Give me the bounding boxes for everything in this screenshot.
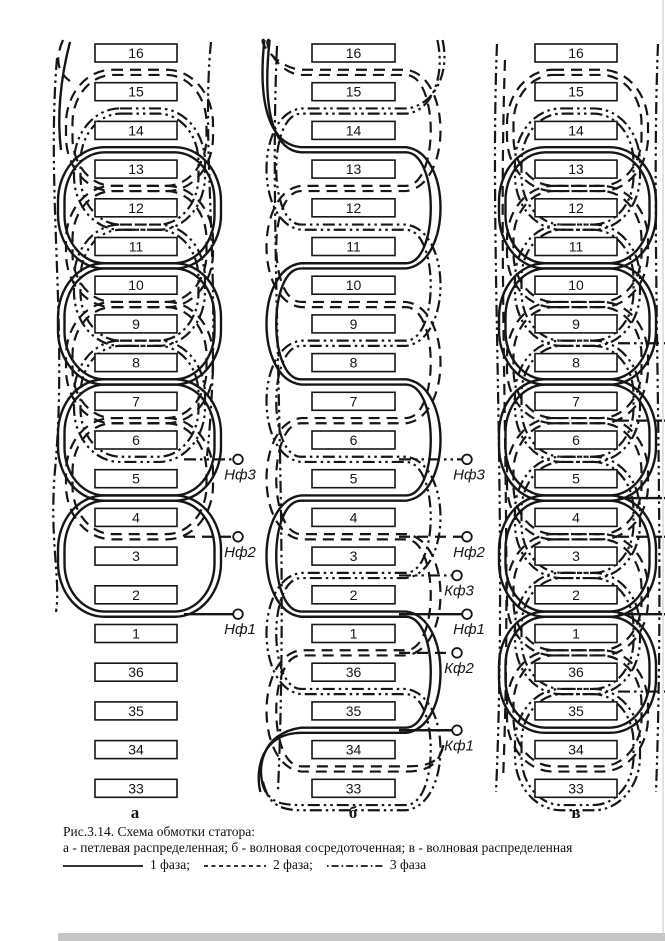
page-edge-bottom <box>58 933 665 941</box>
terminal-circle <box>452 571 462 581</box>
slot-number: 12 <box>128 199 144 216</box>
slot-number: 1 <box>572 625 580 642</box>
terminal-label: Нф2 <box>224 543 256 561</box>
terminal-circle <box>452 648 462 658</box>
slot-number: 9 <box>132 315 140 332</box>
legend-label-phase3: 3 фаза <box>389 857 427 872</box>
slot-number: 12 <box>568 199 584 216</box>
slot-number: 16 <box>568 45 584 61</box>
slot-number: 12 <box>345 199 362 216</box>
slot-number: 7 <box>132 393 140 410</box>
column-label-a: а <box>130 803 140 820</box>
slot-number: 7 <box>349 393 358 410</box>
slot-number: 9 <box>572 315 580 332</box>
legend-sample-phase2 <box>204 857 266 873</box>
slot-number: 16 <box>128 45 144 61</box>
slot-number: 34 <box>568 741 584 758</box>
slot-number: 13 <box>345 161 362 178</box>
slot-number: 13 <box>568 161 584 178</box>
slot-number: 33 <box>345 780 362 797</box>
slot-number: 10 <box>568 277 584 294</box>
slot-number: 35 <box>345 702 362 719</box>
slot-number: 3 <box>572 548 580 565</box>
slot-number: 8 <box>572 354 580 371</box>
slot-number: 2 <box>572 586 580 603</box>
slot-number: 13 <box>128 161 144 178</box>
phase-legend <box>63 857 653 873</box>
terminal-circle <box>233 532 243 542</box>
slot-number: 15 <box>345 83 362 100</box>
legend-sample-phase1 <box>63 857 143 873</box>
legend-line-sample <box>63 862 143 869</box>
terminal-label: Кф3 <box>444 582 474 600</box>
slot-number: 10 <box>345 277 362 294</box>
column-label-b: б <box>348 803 358 820</box>
slot-number: 8 <box>349 354 358 371</box>
slot-number: 5 <box>349 470 358 487</box>
phase-solid-path <box>59 42 70 150</box>
slot-number: 1 <box>349 625 358 642</box>
terminal-circle <box>462 609 472 619</box>
terminal-label: Нф1 <box>453 621 485 639</box>
slot-number: 16 <box>345 45 362 61</box>
slot-number: 11 <box>128 238 144 255</box>
legend-sample-phase3 <box>327 857 383 873</box>
slot-number: 33 <box>128 780 144 797</box>
slot-number: 4 <box>132 509 140 526</box>
slot-number: 2 <box>349 586 358 603</box>
slot-number: 7 <box>572 393 580 410</box>
legend-label-phase1: 1 фаза; <box>150 857 190 872</box>
terminal-label: Нф3 <box>453 466 485 484</box>
terminal-label: Нф3 <box>224 466 256 484</box>
slot-number: 15 <box>128 83 144 100</box>
slot-number: 5 <box>572 470 580 487</box>
slot-number: 5 <box>132 470 140 487</box>
terminal-label: Нф2 <box>453 543 485 561</box>
legend-line-sample <box>327 862 383 869</box>
column-label-v: в <box>571 803 581 820</box>
slot-number: 6 <box>572 432 580 448</box>
slot-number: 6 <box>349 432 358 448</box>
terminal-circle <box>452 725 462 735</box>
terminal-label: Кф1 <box>444 737 474 755</box>
terminal-label: Нф1 <box>224 621 256 639</box>
slot-number: 10 <box>128 277 144 294</box>
slot-number: 6 <box>132 432 140 448</box>
slot-number: 4 <box>349 509 358 526</box>
legend-label-phase2: 2 фаза; <box>272 857 313 872</box>
slot-number: 11 <box>568 238 584 255</box>
caption-subtitle: а - петлевая распределенная; б - волновая сосредоточенная; в - волновая распределенная <box>63 840 573 855</box>
slot-number: 33 <box>568 780 584 797</box>
slot-number: 3 <box>349 548 358 565</box>
slot-number: 4 <box>572 509 580 526</box>
slot-number: 35 <box>128 702 144 719</box>
slot-number: 36 <box>345 664 362 681</box>
slot-number: 15 <box>568 83 584 100</box>
terminal-circle <box>233 455 243 465</box>
slot-number: 34 <box>128 741 144 758</box>
slot-number: 14 <box>345 122 362 139</box>
slot-number: 36 <box>128 664 144 681</box>
legend-line-sample <box>204 862 266 869</box>
terminal-circle <box>462 455 472 465</box>
slot-number: 35 <box>568 702 584 719</box>
slot-number: 36 <box>568 664 584 681</box>
slot-number: 8 <box>132 354 140 371</box>
page-edge-right <box>662 0 664 933</box>
slot-number: 14 <box>568 122 584 139</box>
slot-number: 14 <box>128 122 144 139</box>
slot-number: 3 <box>132 548 140 565</box>
slot-number: 1 <box>132 625 140 642</box>
slot-number: 9 <box>349 315 358 332</box>
slot-number: 11 <box>346 238 361 255</box>
caption-title: Рис.3.14. Схема обмотки статора: <box>63 824 256 839</box>
terminal-circle <box>462 532 472 542</box>
slot-number: 2 <box>132 586 140 603</box>
slot-number: 34 <box>345 741 362 758</box>
terminal-label: Кф2 <box>444 659 474 677</box>
terminal-circle <box>233 609 243 619</box>
figure-caption <box>63 824 653 873</box>
